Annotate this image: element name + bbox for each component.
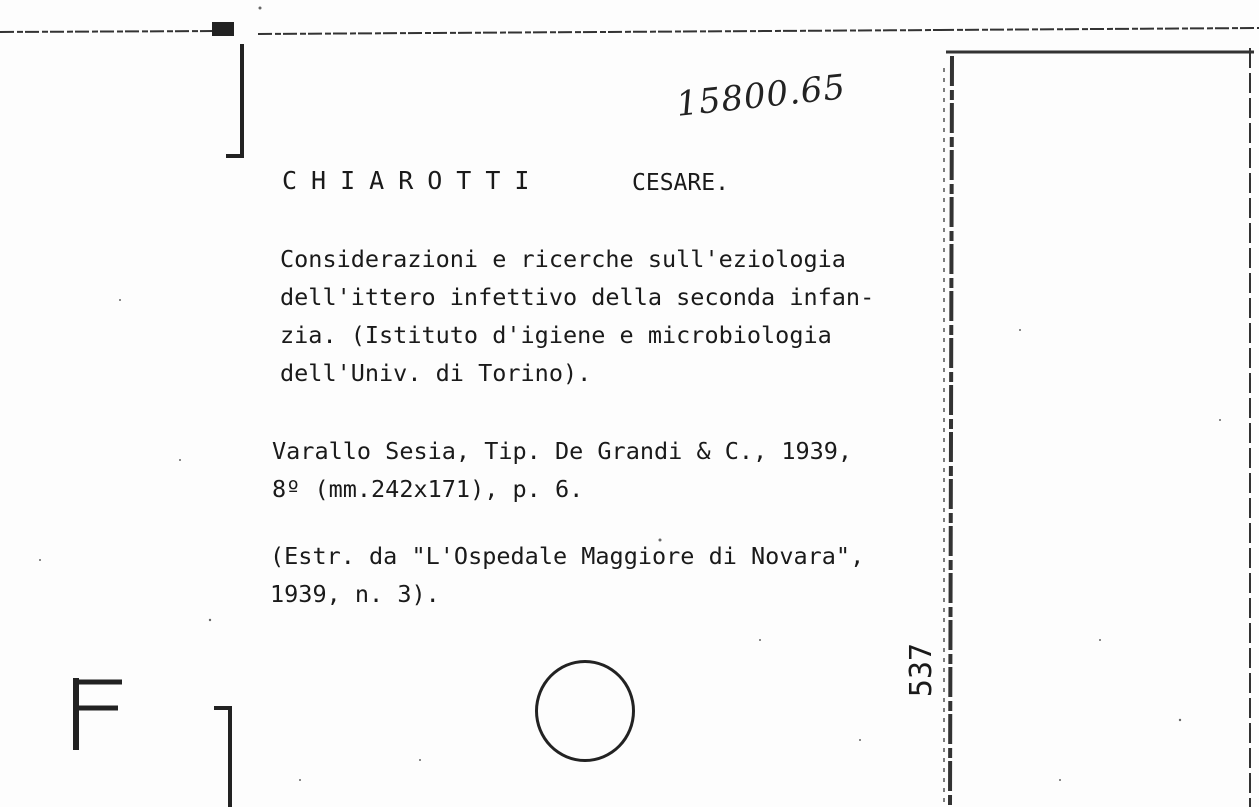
side-number: 537: [904, 642, 939, 698]
note-block: [270, 537, 950, 613]
imprint-block: [272, 432, 942, 508]
title-line: dell'ittero infettivo della seconda infan-: [280, 283, 875, 311]
note-line: (Estr. da "L'Ospedale Maggiore di Novara",: [270, 542, 865, 570]
card-top-edge: [0, 22, 1259, 38]
note-line: 1939, n. 3).: [270, 580, 440, 608]
author-first-name: CESARE.: [632, 170, 729, 196]
corner-letter-mark: [66, 674, 126, 754]
title-line: Considerazioni e ricerche sull'eziologia: [280, 245, 846, 273]
author-surname: CHIAROTTI: [282, 166, 544, 195]
imprint-line: Varallo Sesia, Tip. De Grandi & C., 1939,: [272, 437, 853, 465]
left-bracket-bottom: [210, 700, 236, 807]
right-card-border: [938, 48, 1259, 807]
left-bracket-top: [226, 44, 246, 164]
title-block: [280, 240, 940, 392]
imprint-line: 8º (mm.242x171), p. 6.: [272, 475, 584, 503]
punch-hole-circle: [535, 660, 635, 762]
title-line: zia. (Istituto d'igiene e microbiologia: [280, 321, 832, 349]
handwritten-shelfmark: 15800.65: [674, 67, 848, 125]
title-line: dell'Univ. di Torino).: [280, 359, 592, 387]
